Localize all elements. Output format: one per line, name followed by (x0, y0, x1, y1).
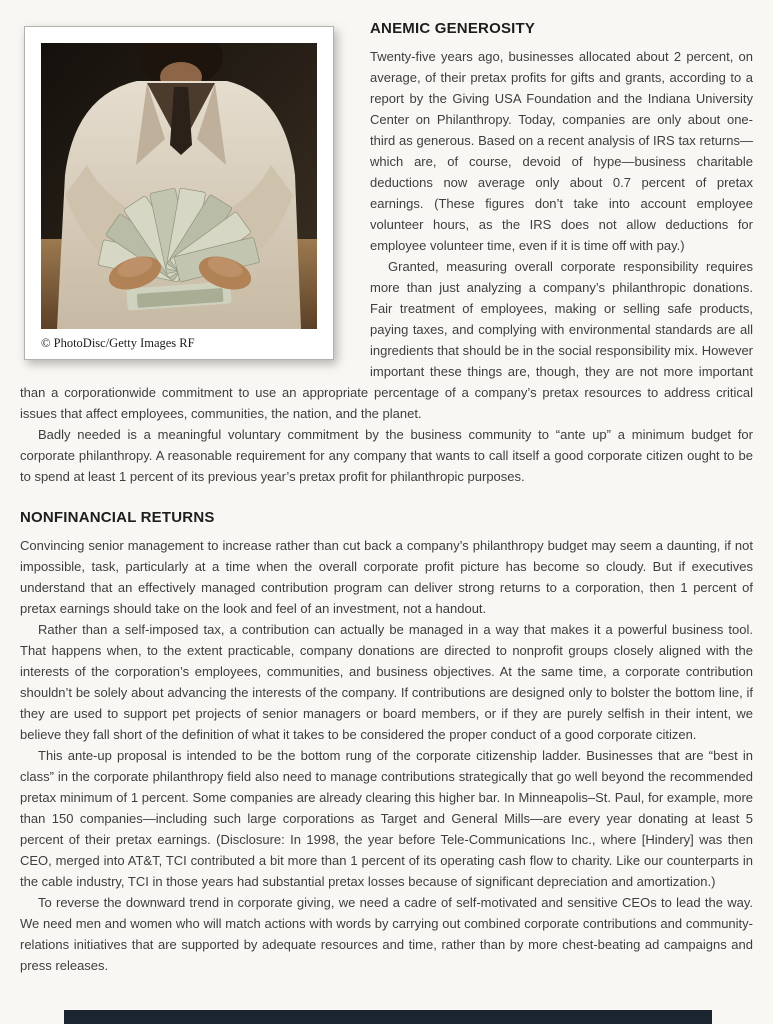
money-hands-photo (41, 43, 317, 329)
paragraph-nonfinancial-3: This ante-up proposal is intended to be the bottom rung of the corporate citizenship ladder. Businesses that are “best in class” in the corporate philanthropy field also need to manage contributions strategically that go well beyond the recommended pretax minimum of 1 percent. Some companies are already clearing this higher bar. In Minneapolis–St. Paul, for example, more than 150 companies—including such large corporations as Target and General Mills—are every year donating at least 5 percent of their pretax earnings. (Disclosure: In 1998, the year before Tele-Communications Inc., where [Hindery] was then CEO, merged into AT&T, TCI contributed a bit more than 1 percent of its operating cash flow to charity. Like our counterparts in the cable industry, TCI in those years had substantial pretax losses because of significant depreciation and amortization.) (20, 748, 753, 889)
paragraph-anemic-3: Badly needed is a meaningful voluntary commitment by the business community to “ante up” a minimum budget for corporate philanthropy. A reasonable requirement for any company that wants to call itself a good corporate citizen ought to be to spend at least 1 percent of its previous year’s pretax profit for philanthropic purposes. (20, 427, 753, 484)
money-hands-photo-illustration (41, 43, 317, 329)
photo-frame (24, 26, 334, 360)
paragraph-nonfinancial-1: Convincing senior management to increase rather than cut back a company’s philanthropy budget may seem a daunting, if not impossible, task, particularly at a time when the overall corporate profit picture has become so cloudy. But if executives understand that an effectively managed contribution program can deliver strong returns to a corporation, then 1 percent of pretax earnings should take on the look and feel of an investment, not a handout. (20, 538, 753, 616)
photo-credit: © PhotoDisc/Getty Images RF (41, 336, 195, 350)
page-footer-bar (64, 1010, 712, 1024)
paragraph-anemic-2: Granted, measuring overall corporate responsibility requires more than just analyzing a company’s philanthropic donations. Fair treatment of employees, making or selling safe products, paying taxes, and complying with environmental standards are all ingredients that should be in the social responsibility mix. However important these things are, though, they are not more important than a corporationwide commitment to use an appropriate percentage of a company’s pretax resources to address critical issues that affect employees, communities, the nation, and the planet. (20, 259, 753, 421)
paragraph-anemic-1: Twenty-five years ago, businesses allocated about 2 percent, on average, of their pretax profits for gifts and grants, according to a report by the Giving USA Foundation and the Indiana University Center on Philanthropy. Today, companies are only about one-third as generous. Based on a recent analysis of IRS tax returns—which are, of course, devoid of hype—business charitable deductions now average only about 0.7 percent of pretax earnings. (These figures don’t take into account employee volunteer hours, as the IRS does not allow deductions for employee volunteer time, even if it is time off with pay.) (370, 49, 753, 253)
section-heading-nonfinancial-returns: NONFINANCIAL RETURNS (20, 509, 215, 526)
paragraph-nonfinancial-2: Rather than a self-imposed tax, a contribution can actually be managed in a way that makes it a powerful business tool. That happens when, to the extent practicable, company donations are directed to nonprofit groups closely aligned with the interests of the corporation’s employees, communities, and business objectives. At the same time, a corporate contribution shouldn’t be solely about advancing the interests of the company. If contributions are designed only to bolster the bottom line, if they are used to support pet projects of senior managers or board members, or if they are purely selfish in their intent, we believe they fall short of the definition of what it takes to be considered the proper conduct of a good corporate citizen. (20, 622, 753, 742)
paragraph-nonfinancial-4: To reverse the downward trend in corporate giving, we need a cadre of self-motivated and sensitive CEOs to lead the way. We need men and women who will match actions with words by carrying out combined corporate contributions and community-relations initiatives that are supported by adequate resources and time, rather than by more chest-beating ad campaigns and press releases. (20, 895, 753, 973)
section-heading-anemic-generosity: ANEMIC GENEROSITY (370, 20, 536, 37)
